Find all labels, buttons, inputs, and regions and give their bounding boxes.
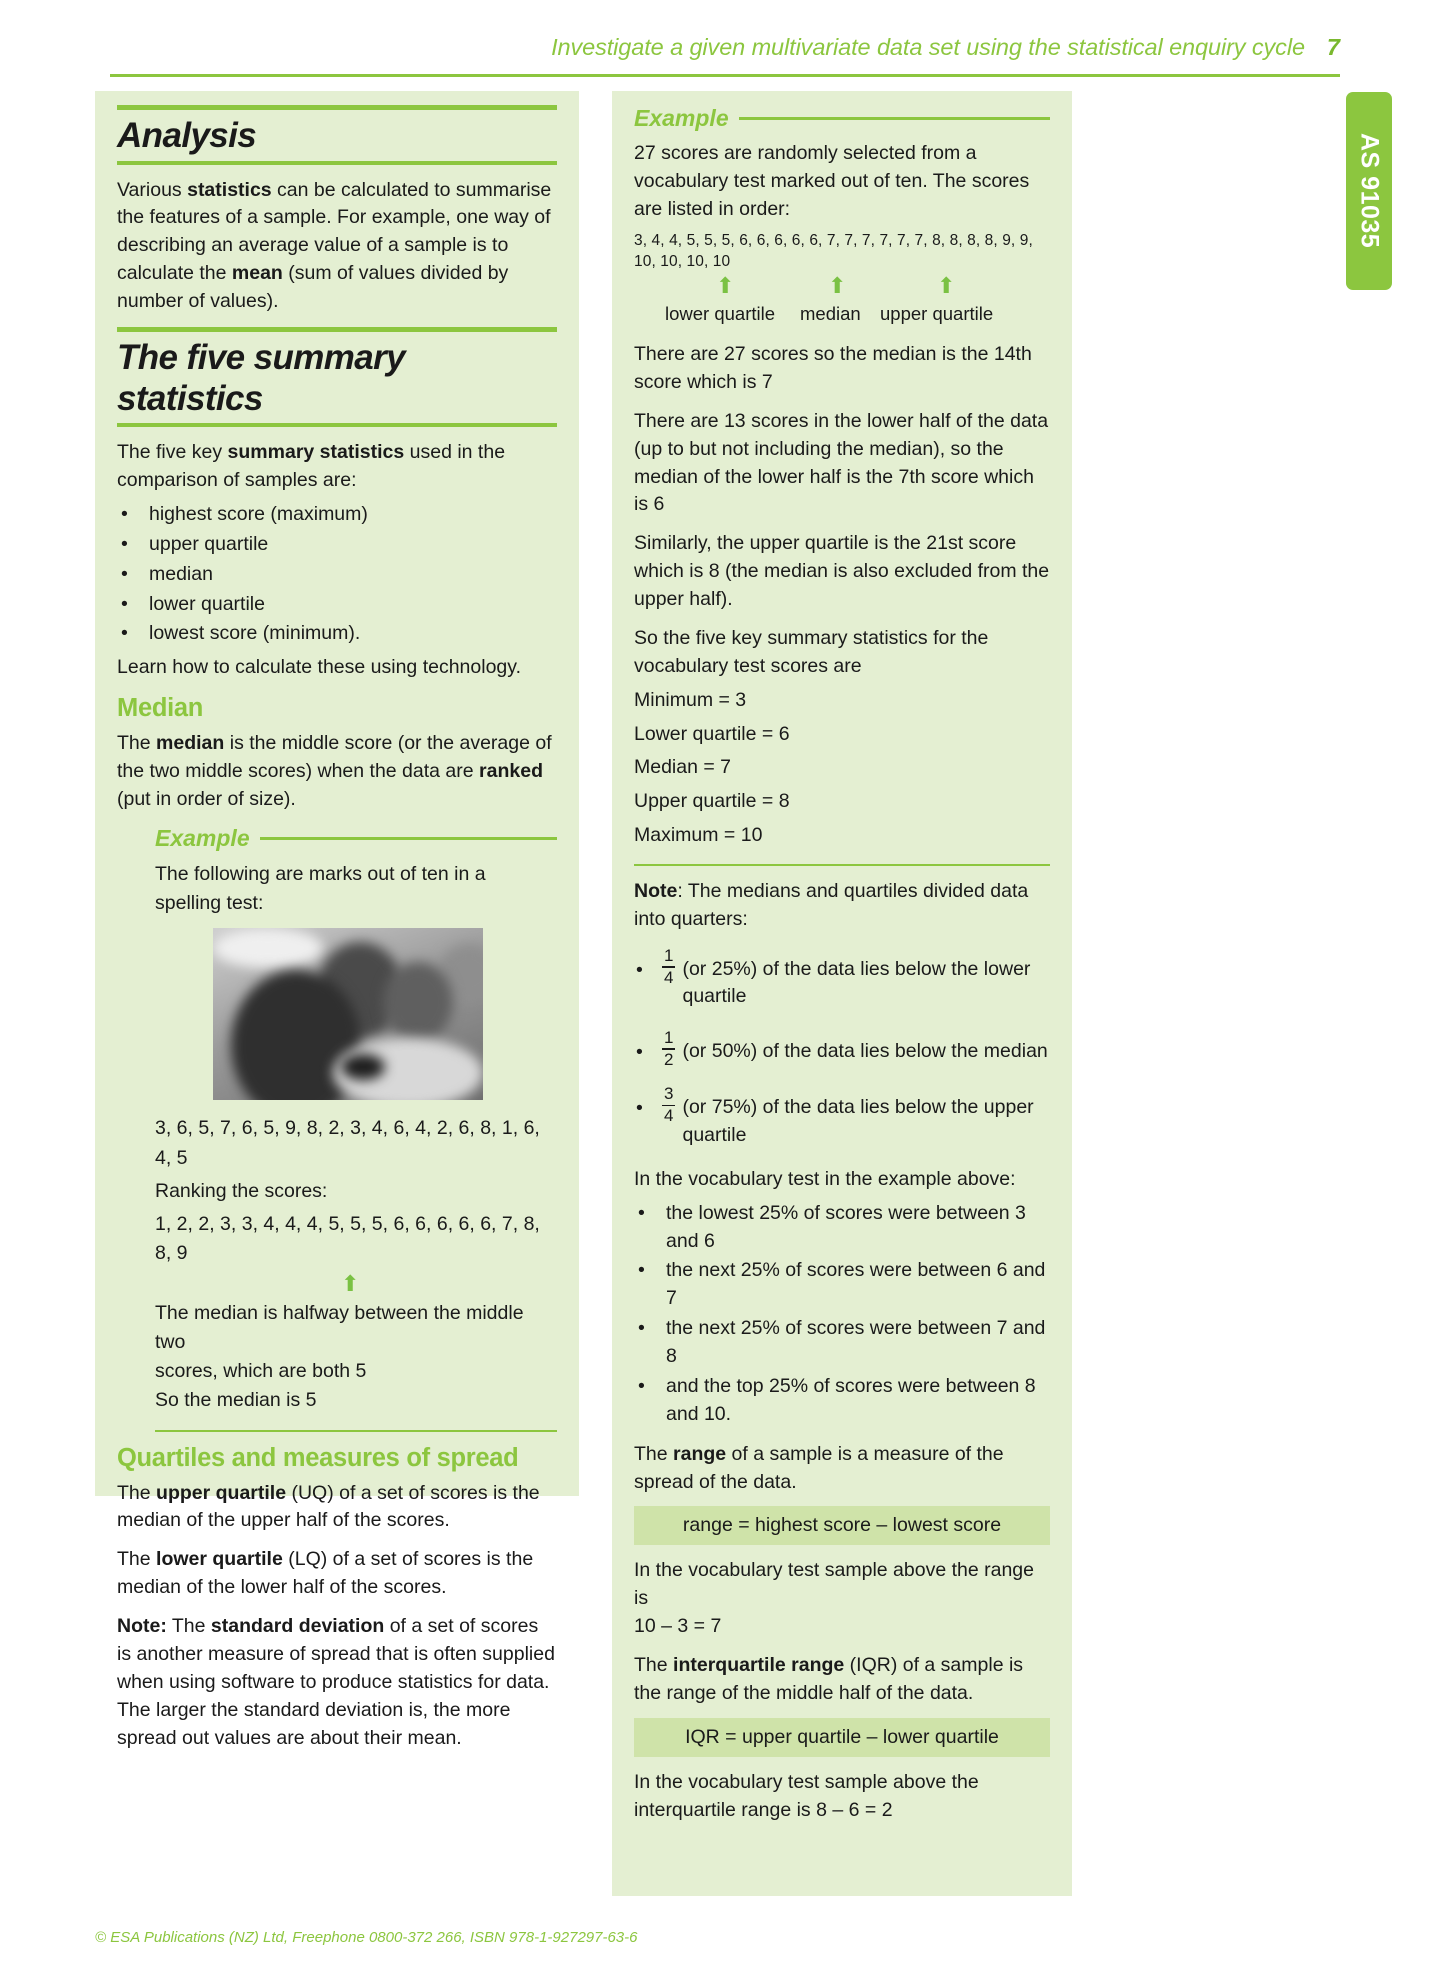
fraction-three-quarters	[662, 1085, 675, 1125]
lower-quartile-label: lower quartile	[665, 303, 776, 324]
right-column	[612, 91, 1072, 1896]
fraction-one-quarter	[662, 947, 675, 987]
fraction-item-quarter	[634, 945, 1050, 1011]
iqr-example-line-2: interquartile range is 8 – 6 = 2	[634, 1798, 893, 1821]
median-heading: Median	[117, 694, 204, 723]
summary-stat-lower-quartile: Lower quartile = 6	[634, 722, 790, 745]
list-item: • median	[117, 561, 557, 589]
lower-quartile-definition: The lower quartile (LQ) of a set of scores is the median of the lower half of the scores.	[117, 1548, 534, 1599]
upper-quartile-label: upper quartile	[880, 303, 994, 324]
upper-quartile-explanation: Similarly, the upper quartile is the 21st score which is 8 (the median is also excluded from the upper half).	[634, 532, 1050, 610]
list-item: • lowest score (minimum).	[117, 620, 557, 648]
left-column	[95, 91, 579, 1749]
header-title: Investigate a given multivariate data set using the statistical enquiry cycle	[551, 34, 1305, 60]
analysis-intro-paragraph: Various statistics can be calculated to summarise the features of a sample. For example, one way of describing an average value of a sample is to calculate the mean (sum of values divided by number of values).	[117, 178, 552, 313]
quartile-marker-row	[634, 275, 1050, 301]
range-definition: The range of a sample is a measure of the spread of the data.	[634, 1442, 1004, 1493]
median-explanation: There are 27 scores so the median is the 14th score which is 7	[634, 343, 1032, 393]
vocab-score-list: 3, 4, 4, 5, 5, 5, 6, 6, 6, 6, 6, 7, 7, 7, 7, 7, 7, 8, 8, 8, 8, 9, 9, 10, 10, 10, 10	[634, 231, 1033, 271]
list-item: • the lowest 25% of scores were between 3 and 6	[634, 1200, 1050, 1256]
standard-deviation-note: Note: The standard deviation of a set of scores is another measure of spread that is often supplied when using software to produce statistics for data. The larger the standard deviation is, the more spread out values are about their mean.	[117, 1615, 555, 1749]
raw-scores: 3, 6, 5, 7, 6, 5, 9, 8, 2, 3, 4, 6, 4, 2, 6, 8, 1, 6, 4, 5	[155, 1117, 540, 1169]
summary-stat-median: Median = 7	[634, 756, 732, 779]
iqr-definition: The interquartile range (IQR) of a sample is the range of the middle half of the data.	[634, 1654, 1024, 1704]
range-example-line-2: 10 – 3 = 7	[634, 1615, 722, 1638]
five-stats-rule-bottom	[117, 423, 557, 427]
median-label: median	[800, 303, 861, 324]
fraction-denominator: 4	[664, 1106, 674, 1126]
example-rule	[739, 117, 1050, 120]
list-item: • lower quartile	[117, 591, 557, 619]
summary-stats-intro: So the five key summary statistics for the vocabulary test scores are	[634, 626, 989, 677]
page-number: 7	[1326, 34, 1340, 60]
analysis-rule-bottom	[117, 161, 557, 165]
five-stats-list	[117, 501, 557, 648]
example-closing-rule	[155, 1430, 557, 1432]
example-label: Example	[634, 105, 729, 131]
example-label: Example	[155, 824, 250, 851]
fraction-item-half	[634, 1027, 1050, 1070]
summary-stat-minimum: Minimum = 3	[634, 688, 747, 711]
fraction-one-half	[662, 1029, 675, 1069]
five-stats-intro: The five key summary statistics used in the comparison of samples are:	[117, 441, 506, 492]
example-intro: The following are marks out of ten in a spelling test:	[155, 862, 486, 915]
median-marker-row	[155, 1270, 557, 1299]
lower-half-explanation: There are 13 scores in the lower half of the data (up to but not including the median), so the median of the lower half is the 7th score which is 6	[634, 409, 1049, 516]
up-arrow-icon: ⬆	[937, 273, 956, 298]
list-item: • highest score (maximum)	[117, 501, 557, 529]
analysis-rule-top	[117, 105, 557, 110]
fraction-item-three-quarters	[634, 1083, 1050, 1149]
list-item: • and the top 25% of scores were between 8 and 10.	[634, 1373, 1050, 1429]
learn-technology-line: Learn how to calculate these using technology.	[117, 656, 521, 679]
vocab-example-intro: 27 scores are randomly selected from a vocabulary test marked out of ten. The scores are listed in order:	[634, 142, 1030, 220]
students-writing-photo	[213, 928, 483, 1100]
five-stats-rule-top	[117, 327, 557, 332]
ranked-scores: 1, 2, 2, 3, 3, 4, 4, 4, 5, 5, 5, 6, 6, 6, 6, 6, 7, 8, 8, 9	[155, 1213, 540, 1265]
fraction-denominator: 2	[664, 1050, 674, 1070]
summary-stat-upper-quartile: Upper quartile = 8	[634, 790, 790, 813]
median-definition: The median is the middle score (or the average of the two middle scores) when the data are ranked (put in order of size).	[117, 732, 552, 810]
ranking-label: Ranking the scores:	[155, 1179, 328, 1202]
up-arrow-icon: ⬆	[341, 1270, 360, 1296]
fraction-description: (or 50%) of the data lies below the median	[682, 1040, 1048, 1063]
vocab-quarters-intro: In the vocabulary test in the example above:	[634, 1167, 1016, 1190]
quartiles-heading: Quartiles and measures of spread	[117, 1443, 519, 1472]
vocab-quarters-list	[634, 1200, 1050, 1429]
page-title: Analysis	[117, 116, 257, 155]
example-rule	[260, 837, 557, 840]
vocab-example-header	[634, 105, 1050, 132]
quartile-label-row	[634, 303, 1050, 329]
median-conclusion-line-1: The median is halfway between the middle two	[155, 1301, 524, 1353]
iqr-example-line-1: In the vocabulary test sample above the	[634, 1770, 979, 1793]
quarters-note: Note: The medians and quartiles divided data into quarters:	[634, 880, 1029, 930]
header-divider	[110, 74, 1340, 77]
range-example-line-1: In the vocabulary test sample above the range is	[634, 1559, 1034, 1610]
median-example-block	[155, 825, 557, 1432]
list-item: • upper quartile	[117, 531, 557, 559]
vocab-example-closing-rule	[634, 864, 1050, 866]
up-arrow-icon: ⬆	[828, 273, 847, 298]
fraction-numerator: • 1	[664, 1028, 674, 1048]
median-conclusion-line-2: scores, which are both 5	[155, 1360, 367, 1383]
standard-code-tab	[1346, 92, 1392, 290]
list-item: • the next 25% of scores were between 7 and 8	[634, 1315, 1050, 1371]
fraction-denominator: 4	[664, 967, 674, 987]
summary-stat-maximum: Maximum = 10	[634, 824, 763, 847]
upper-quartile-definition: The upper quartile (UQ) of a set of scores is the median of the upper half of the scores.	[117, 1481, 540, 1532]
standard-code-label: AS 91035	[1355, 133, 1384, 249]
median-conclusion-line-3: So the median is 5	[155, 1389, 317, 1412]
fraction-numerator: • 1	[664, 945, 674, 965]
fraction-numerator: • 3	[664, 1084, 674, 1104]
fraction-description: (or 75%) of the data lies below the upper quartile	[682, 1096, 1034, 1147]
iqr-formula-box: IQR = upper quartile – lower quartile	[634, 1718, 1050, 1757]
up-arrow-icon: ⬆	[716, 273, 735, 298]
copyright-footer: © ESA Publications (NZ) Ltd, Freephone 0800-372 266, ISBN 978-1-927297-63-6	[95, 1929, 638, 1946]
example-header	[155, 825, 557, 852]
list-item: • the next 25% of scores were between 6 and 7	[634, 1257, 1050, 1313]
fraction-description: (or 25%) of the data lies below the lower quartile	[682, 957, 1031, 1008]
five-summary-statistics-title: The five summary statistics	[117, 337, 406, 418]
range-formula-box: range = highest score – lowest score	[634, 1506, 1050, 1545]
